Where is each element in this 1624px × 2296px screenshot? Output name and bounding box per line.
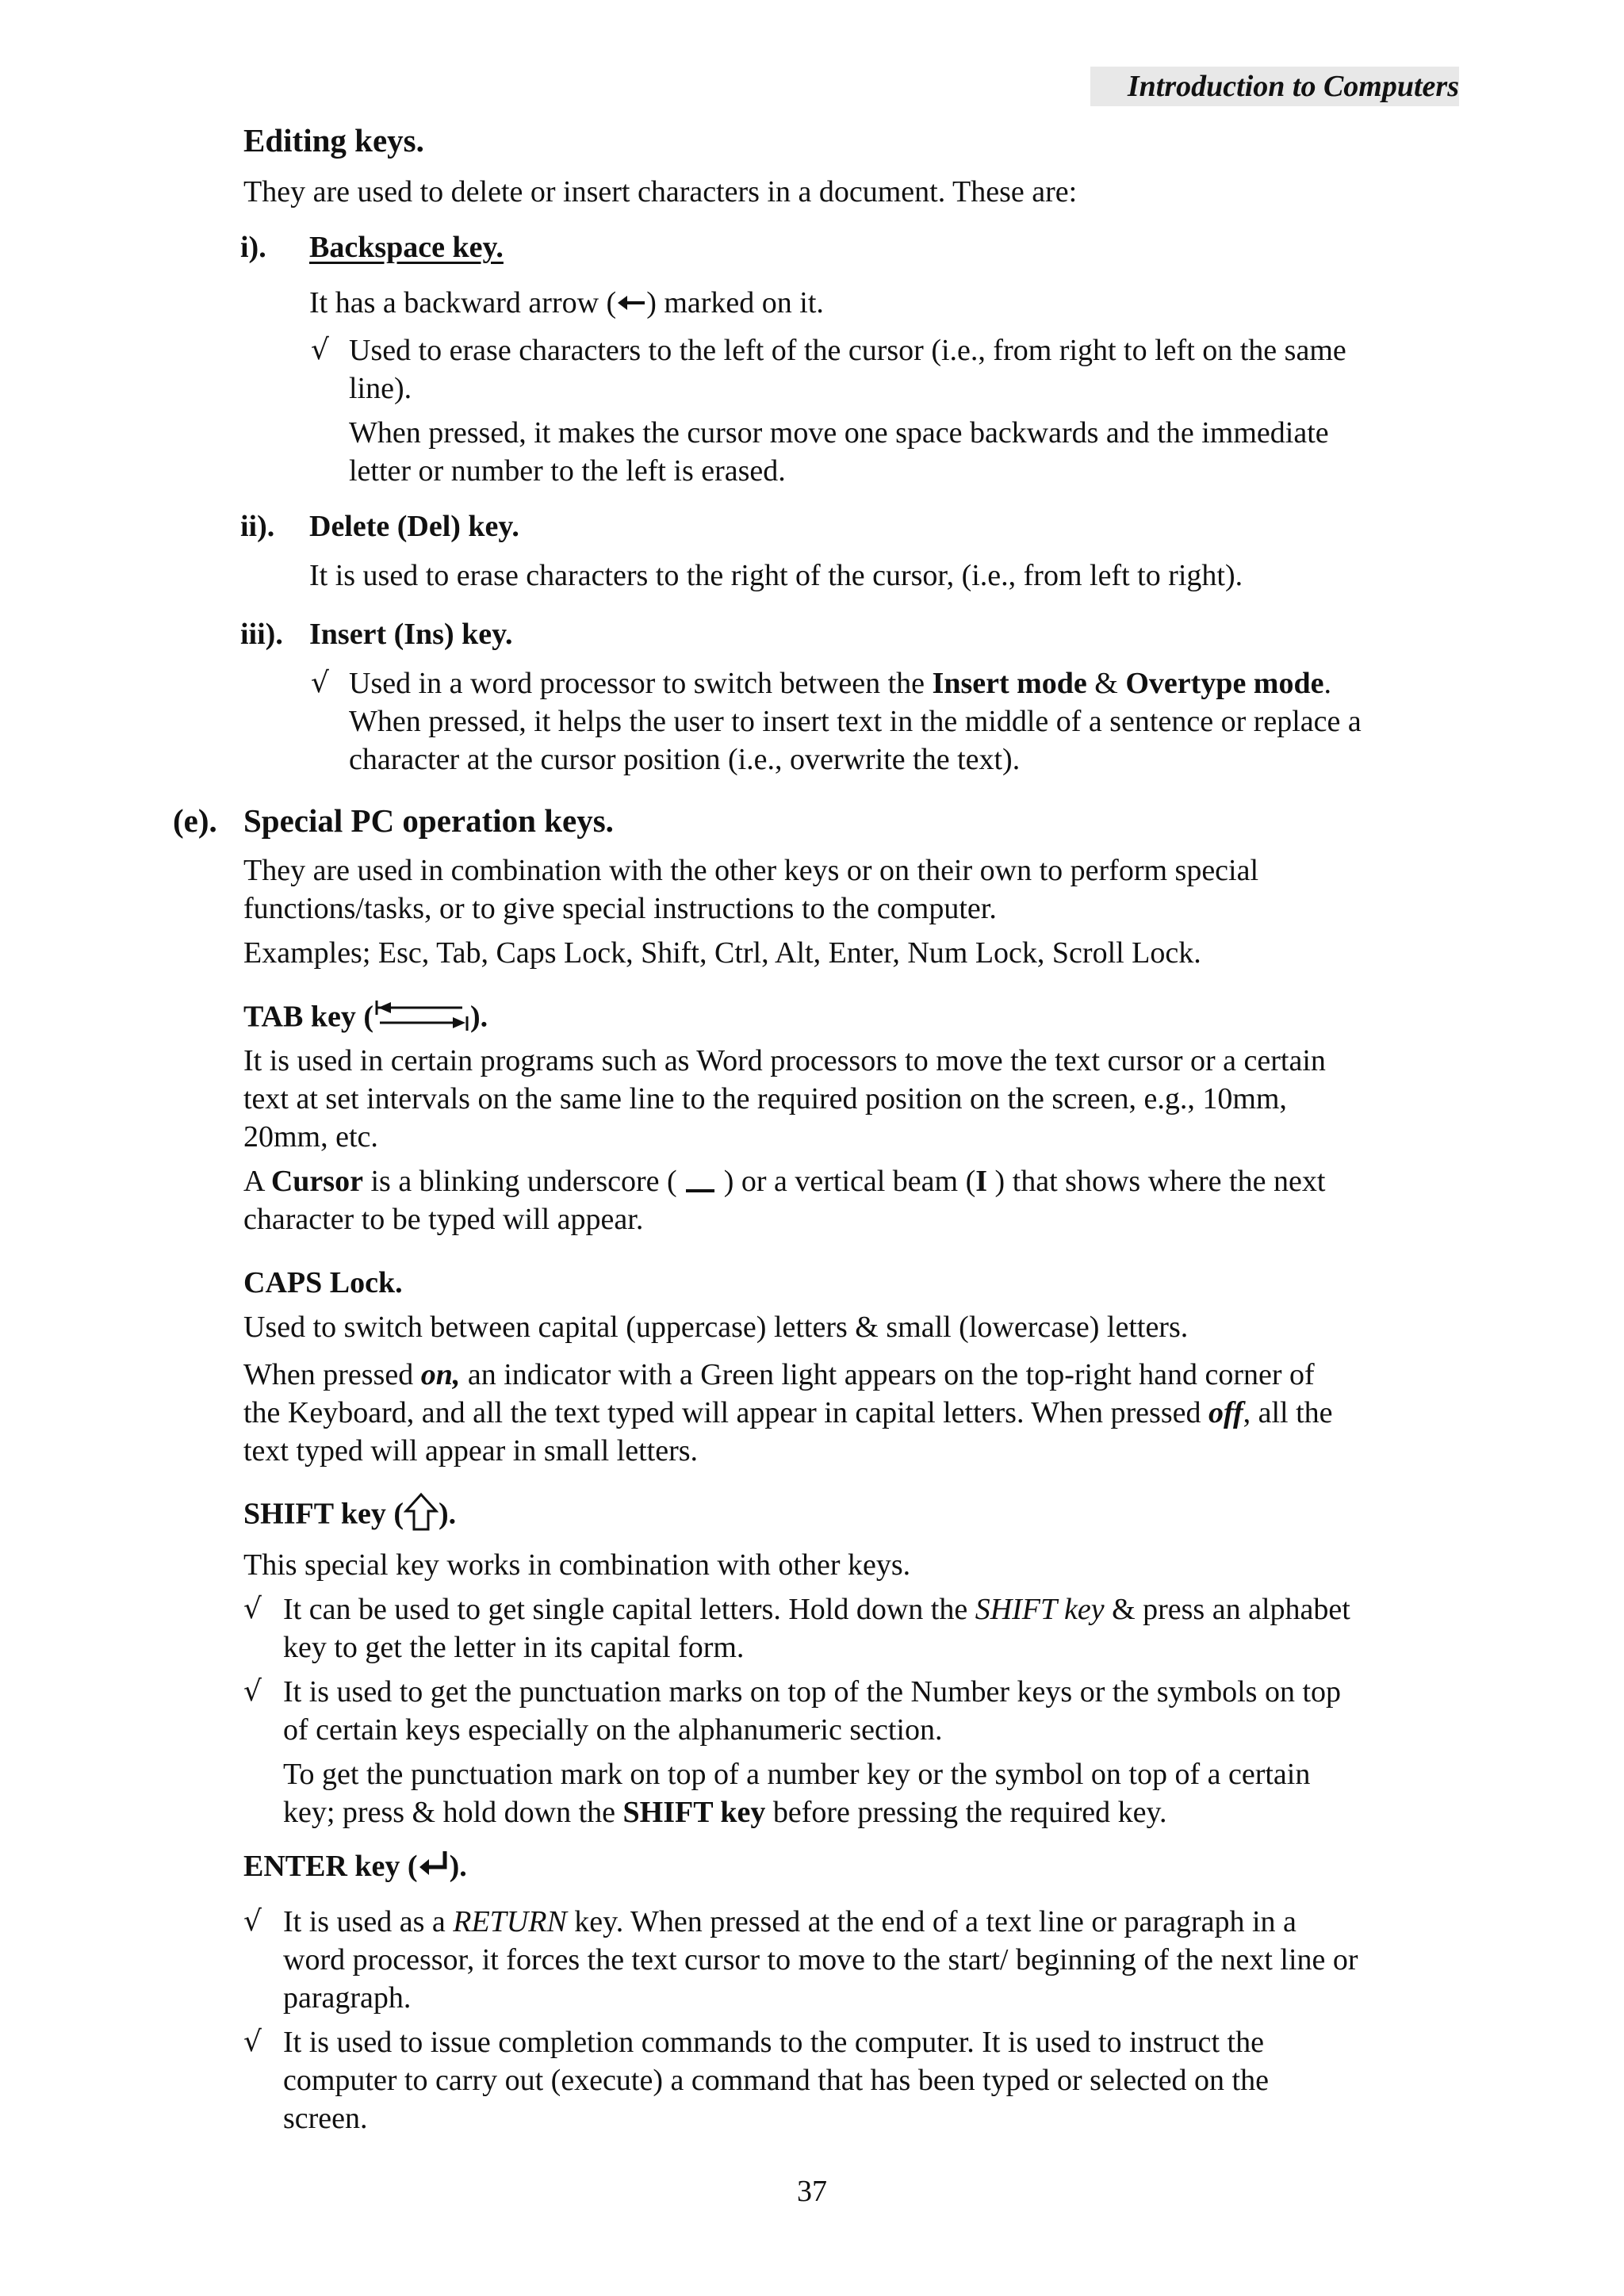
return-term: RETURN bbox=[453, 1905, 567, 1938]
shift-key-bold-term: SHIFT key bbox=[622, 1796, 766, 1829]
check-mark-icon: √ bbox=[311, 334, 329, 366]
cursor-definition bbox=[243, 1162, 1325, 1203]
backspace-desc-b: ) marked on it. bbox=[646, 286, 824, 320]
tab-line-2: text at set intervals on the same line to the required position on the screen, e.g., 10mm, bbox=[243, 1082, 1287, 1115]
enter-bullet-2b: computer to carry out (execute) a command that has been typed or selected on the bbox=[283, 2064, 1269, 2097]
editing-keys-intro: They are used to delete or insert characters in a document. These are: bbox=[243, 175, 1078, 209]
beam-symbol: I bbox=[975, 1165, 988, 1198]
enter-key-title bbox=[243, 1847, 467, 1889]
enter-key-title-a: ENTER key ( bbox=[243, 1850, 418, 1883]
shift-bullet-2b: of certain keys especially on the alphanumeric section. bbox=[283, 1713, 943, 1747]
item-number-iii: iii). bbox=[240, 618, 283, 651]
tab-key-title-b: ). bbox=[469, 1000, 488, 1034]
enter-key-title-b: ). bbox=[449, 1850, 467, 1883]
insert-bullet-1e: . bbox=[1323, 667, 1331, 700]
caps-line-2a: When pressed bbox=[243, 1358, 421, 1391]
cursor-def-f: ) that shows where the next bbox=[987, 1165, 1326, 1198]
shift-bullet-1 bbox=[283, 1590, 1350, 1628]
check-mark-icon: √ bbox=[311, 667, 329, 699]
check-mark-icon: √ bbox=[243, 1675, 262, 1708]
caps-line-1: Used to switch between capital (uppercase) letters & small (lowercase) letters. bbox=[243, 1311, 1189, 1344]
special-keys-heading: Special PC operation keys. bbox=[243, 802, 614, 839]
shift-para-2 bbox=[283, 1793, 1167, 1831]
check-mark-icon: √ bbox=[243, 1593, 262, 1625]
cursor-def-d: ) or a vertical beam ( bbox=[716, 1165, 976, 1198]
shift-para-2c: before pressing the required key. bbox=[765, 1796, 1167, 1829]
tab-key-title-a: TAB key ( bbox=[243, 1000, 373, 1034]
enter-bullet-1 bbox=[283, 1903, 1297, 1941]
backspace-para-2: letter or number to the left is erased. bbox=[349, 454, 786, 488]
shift-key-title-a: SHIFT key ( bbox=[243, 1497, 404, 1531]
shift-arrow-icon bbox=[404, 1492, 439, 1541]
caps-on-term: on, bbox=[420, 1358, 461, 1391]
editing-keys-heading: Editing keys. bbox=[243, 122, 424, 159]
insert-bullet-1 bbox=[349, 664, 1331, 702]
backspace-key-title: Backspace key. bbox=[309, 231, 504, 264]
shift-key-term: SHIFT key bbox=[975, 1593, 1105, 1626]
enter-bullet-2c: screen. bbox=[283, 2102, 368, 2135]
caps-off-term: off bbox=[1208, 1396, 1243, 1429]
tab-line-3: 20mm, etc. bbox=[243, 1120, 378, 1154]
caps-line-2c: an indicator with a Green light appears on the top-right hand corner of bbox=[460, 1358, 1315, 1391]
shift-bullet-1c: & press an alphabet bbox=[1104, 1593, 1350, 1626]
enter-bullet-2a: It is used to issue completion commands to the computer. It is used to instruct the bbox=[283, 2026, 1264, 2059]
delete-key-title: Delete (Del) key. bbox=[309, 510, 519, 543]
insert-bullet-1c: & bbox=[1086, 667, 1126, 700]
delete-key-desc: It is used to erase characters to the right of the cursor, (i.e., from left to right). bbox=[309, 559, 1243, 592]
caps-lock-title: CAPS Lock. bbox=[243, 1266, 403, 1299]
backspace-desc-a: It has a backward arrow ( bbox=[309, 286, 617, 320]
backspace-bullet-1b: line). bbox=[349, 372, 412, 405]
special-line-1: They are used in combination with the other keys or on their own to perform special bbox=[243, 854, 1259, 887]
tab-key-title bbox=[243, 997, 488, 1042]
enter-bullet-1a: It is used as a bbox=[283, 1905, 454, 1938]
running-header: Introduction to Computers bbox=[1127, 70, 1459, 103]
item-number-ii: ii). bbox=[240, 510, 275, 543]
enter-bullet-1c: key. When pressed at the end of a text line or paragraph in a bbox=[566, 1905, 1297, 1938]
page-number: 37 bbox=[797, 2175, 827, 2208]
shift-key-title-b: ). bbox=[439, 1497, 457, 1531]
shift-bullet-1a: It can be used to get single capital letters. Hold down the bbox=[283, 1593, 975, 1626]
cursor-def-a: A bbox=[243, 1165, 271, 1198]
insert-bullet-1a: Used in a word processor to switch between the bbox=[349, 667, 933, 700]
enter-bullet-1e: paragraph. bbox=[283, 1981, 412, 2015]
shift-bullet-1d: key to get the letter in its capital form. bbox=[283, 1631, 745, 1664]
caps-line-3 bbox=[243, 1394, 1333, 1432]
backspace-desc bbox=[309, 284, 824, 324]
caps-line-3c: , all the bbox=[1243, 1396, 1333, 1429]
shift-para-1: To get the punctuation mark on top of a number key or the symbol on top of a certain bbox=[283, 1758, 1311, 1791]
cursor-definition-2: character to be typed will appear. bbox=[243, 1203, 644, 1236]
caps-line-2 bbox=[243, 1356, 1315, 1394]
insert-key-title: Insert (Ins) key. bbox=[309, 618, 513, 651]
underscore-icon bbox=[684, 1165, 716, 1203]
backward-arrow-icon bbox=[616, 286, 646, 324]
enter-arrow-icon bbox=[418, 1848, 450, 1889]
enter-bullet-1d: word processor, it forces the text cursor to move to the start/ beginning of the next line or bbox=[283, 1943, 1358, 1976]
overtype-mode-term: Overtype mode bbox=[1125, 667, 1324, 700]
special-examples: Examples; Esc, Tab, Caps Lock, Shift, Ctrl, Alt, Enter, Num Lock, Scroll Lock. bbox=[243, 936, 1201, 970]
shift-bullet-2a: It is used to get the punctuation marks on top of the Number keys or the symbols on top bbox=[283, 1675, 1342, 1709]
tab-line-1: It is used in certain programs such as Word processors to move the text cursor or a certain bbox=[243, 1044, 1326, 1077]
shift-key-title bbox=[243, 1492, 456, 1541]
cursor-def-c: is a blinking underscore ( bbox=[362, 1165, 685, 1198]
item-number-i: i). bbox=[240, 231, 266, 264]
backspace-para-1: When pressed, it makes the cursor move one space backwards and the immediate bbox=[349, 416, 1329, 450]
special-line-2: functions/tasks, or to give special instructions to the computer. bbox=[243, 892, 997, 925]
shift-para-2a: key; press & hold down the bbox=[283, 1796, 623, 1829]
check-mark-icon: √ bbox=[243, 1905, 262, 1938]
insert-mode-term: Insert mode bbox=[932, 667, 1087, 700]
insert-line-2: When pressed, it helps the user to insert text in the middle of a sentence or replace a bbox=[349, 705, 1362, 738]
insert-line-3: character at the cursor position (i.e., overwrite the text). bbox=[349, 743, 1021, 776]
section-e-number: (e). bbox=[173, 802, 217, 839]
caps-line-3a: the Keyboard, and all the text typed will appear in capital letters. When pressed bbox=[243, 1396, 1208, 1429]
check-mark-icon: √ bbox=[243, 2026, 262, 2058]
caps-line-4: text typed will appear in small letters. bbox=[243, 1434, 699, 1468]
shift-line-1: This special key works in combination with other keys. bbox=[243, 1548, 911, 1582]
backspace-bullet-1a: Used to erase characters to the left of the cursor (i.e., from right to left on the same bbox=[349, 334, 1346, 367]
tab-arrows-icon bbox=[373, 997, 470, 1042]
cursor-term: Cursor bbox=[270, 1165, 363, 1198]
